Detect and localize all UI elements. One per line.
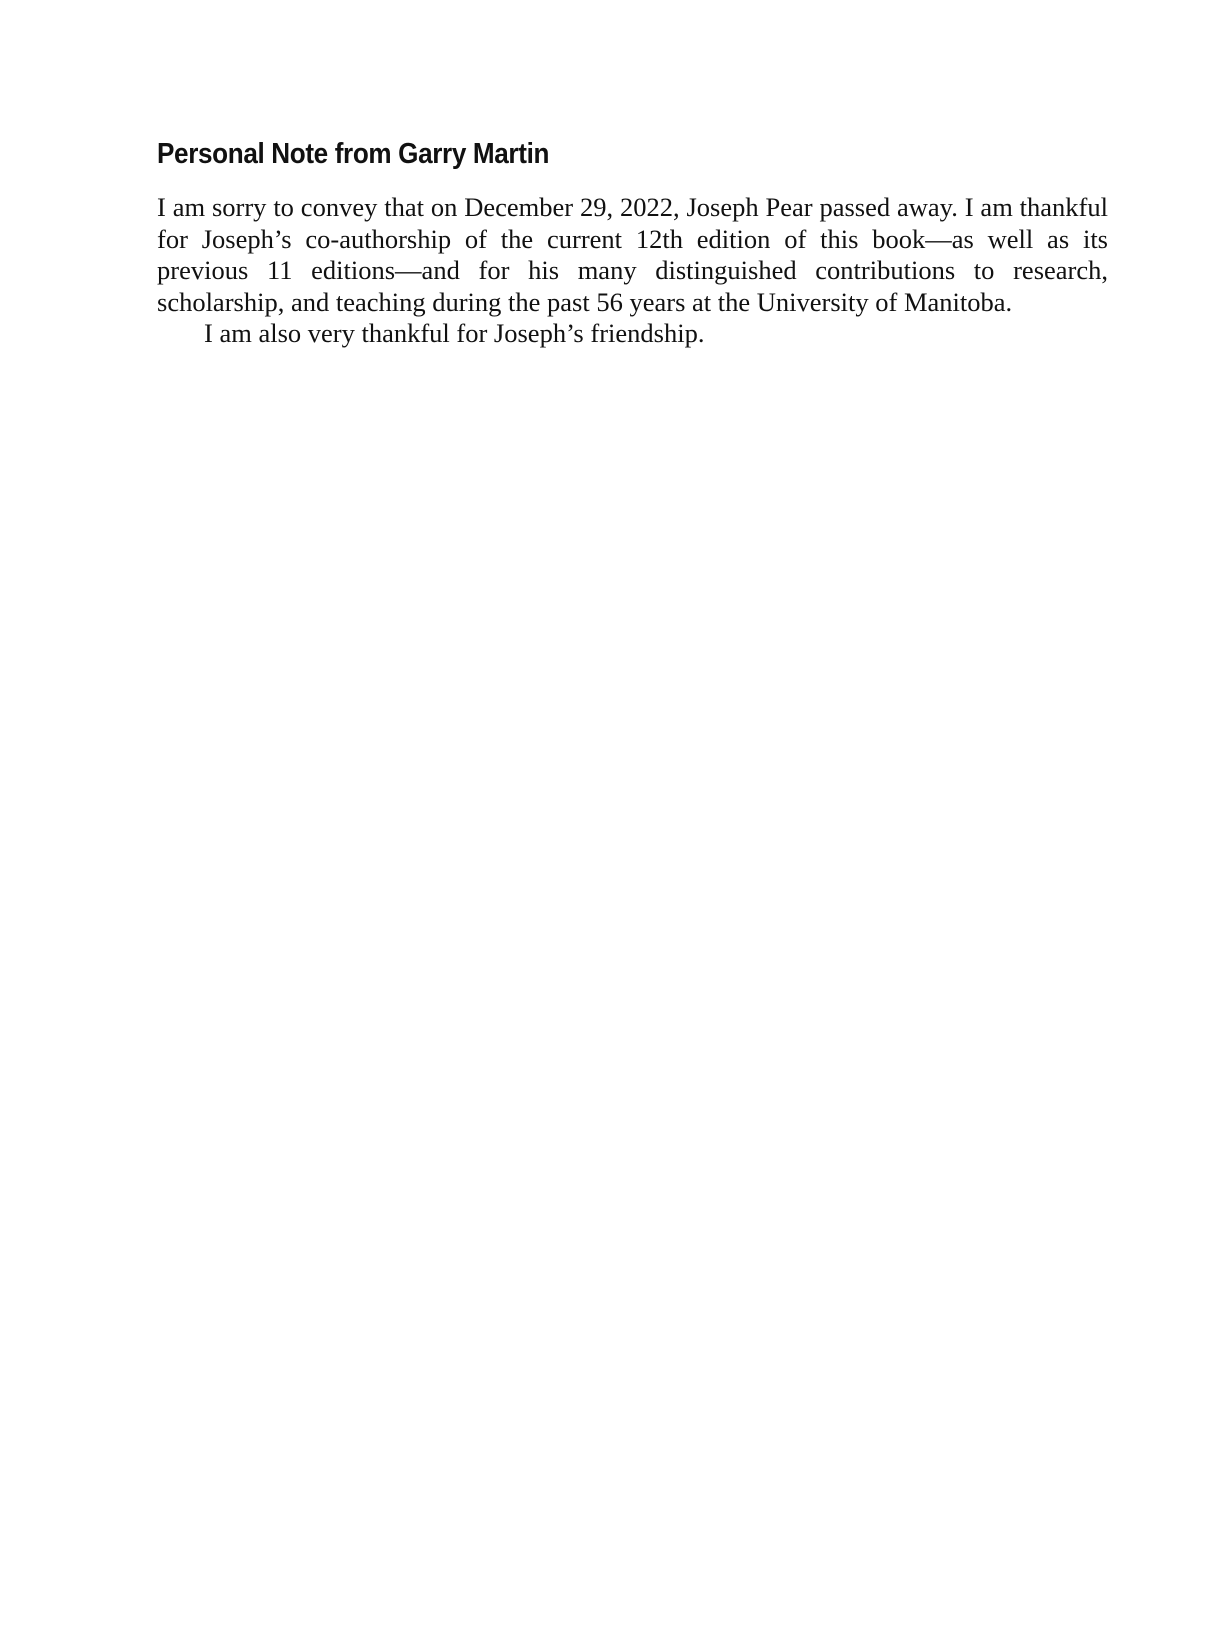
paragraph-tribute: I am sorry to convey that on December 29, 2022, Joseph Pear passed away. I am thankful for Joseph’s co-authorship of the current 12th edition of this book—as well as its previous 11 editions—and for his many distinguished contributions to research, scholarship, and teaching during the past 56 years at the University of Manitoba. bbox=[157, 192, 1108, 317]
section-heading: Personal Note from Garry Martin bbox=[157, 138, 550, 170]
body-text bbox=[157, 192, 1108, 350]
document-page bbox=[157, 138, 1108, 350]
paragraph-friendship: I am also very thankful for Joseph’s friendship. bbox=[204, 318, 705, 349]
